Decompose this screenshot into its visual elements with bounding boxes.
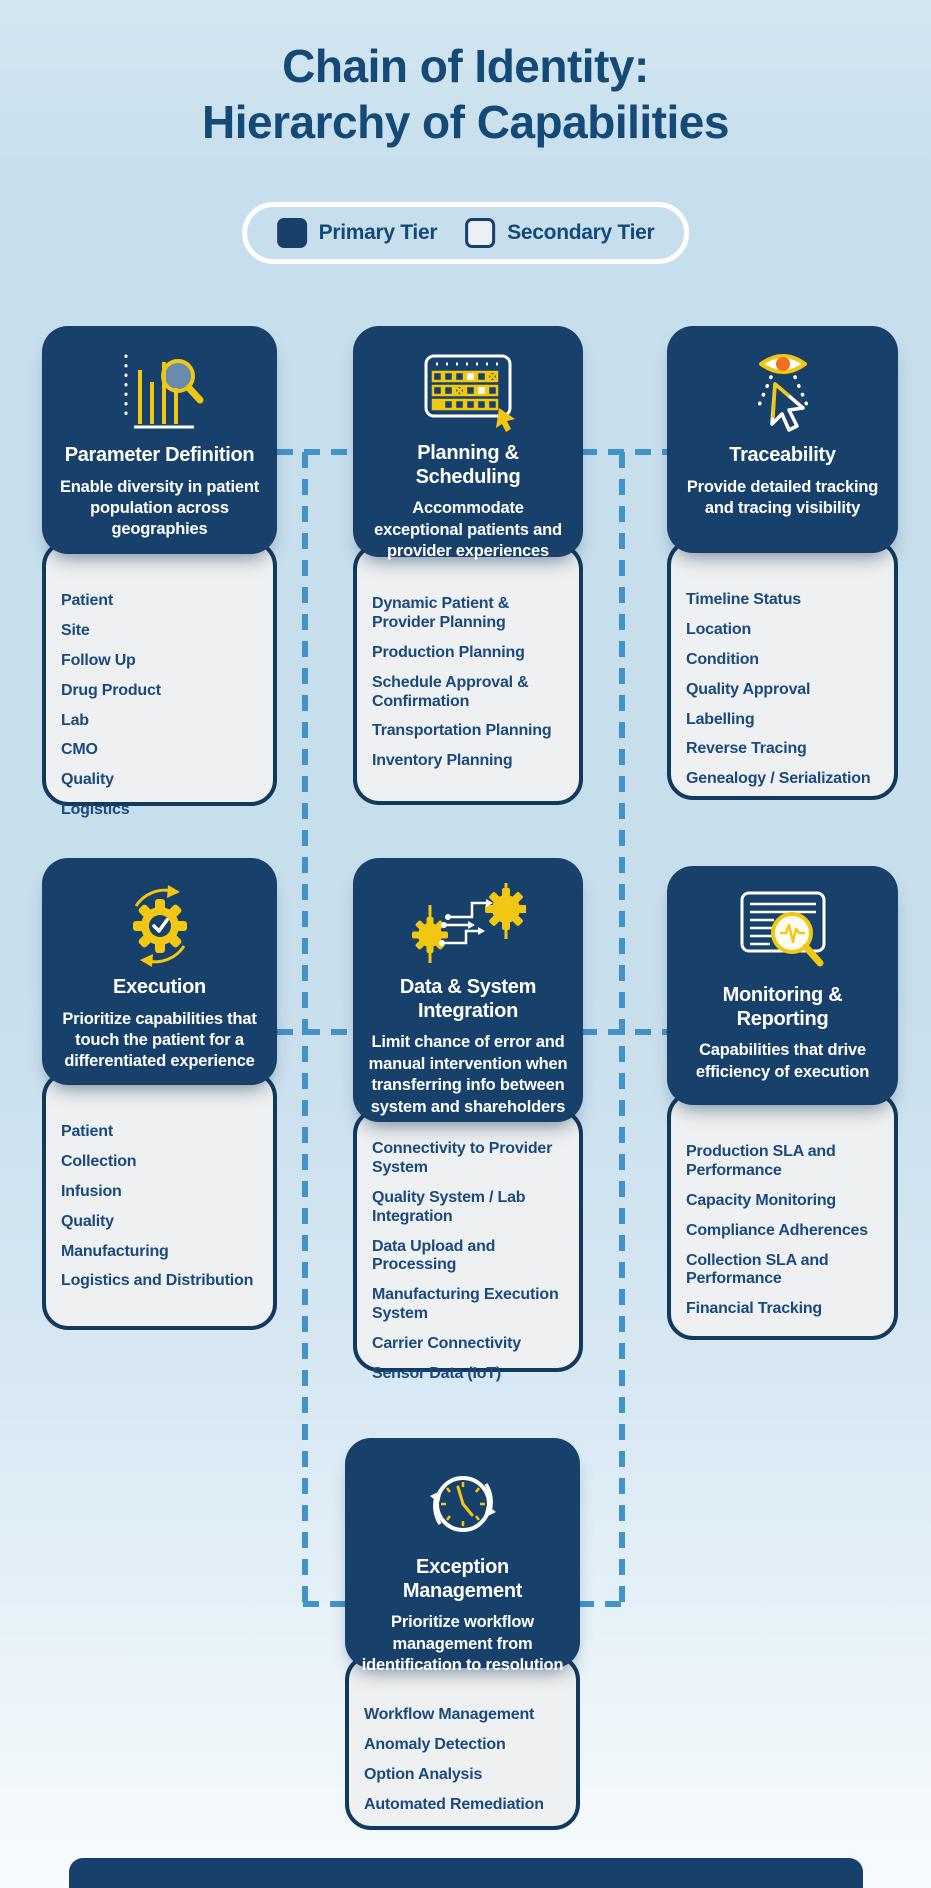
list-item: Patient bbox=[61, 592, 113, 609]
list-item: Production SLA and Performance bbox=[686, 1143, 836, 1179]
list-item: Transportation Planning bbox=[372, 722, 552, 740]
calendar-cursor-icon bbox=[416, 348, 520, 434]
list-item: Site bbox=[61, 621, 90, 639]
list-item: Follow Up bbox=[61, 651, 136, 669]
list-item: Reverse Tracing bbox=[686, 740, 807, 758]
card-subtitle: Enable diversity in patient population across geographies bbox=[59, 477, 260, 539]
primary-tier-label: Primary Tier bbox=[318, 221, 438, 244]
clock-cycle-icon bbox=[408, 1460, 518, 1548]
card-traceability-panel bbox=[667, 539, 898, 800]
connector-row1-left bbox=[277, 449, 355, 455]
card-execution bbox=[42, 858, 277, 1330]
list-item: Lab bbox=[61, 711, 89, 729]
list-item: CMO bbox=[61, 741, 98, 759]
connector-row2-left bbox=[277, 1029, 355, 1035]
secondary-tier-swatch-icon bbox=[465, 218, 495, 248]
card-exception-management-header bbox=[345, 1438, 580, 1675]
list-item: Sensor Data (IoT) bbox=[372, 1364, 502, 1382]
list-item: Quality System / Lab Integration bbox=[372, 1188, 526, 1225]
list-item: Quality bbox=[61, 771, 114, 789]
card-execution-panel bbox=[42, 1071, 277, 1330]
list-item: Compliance Adherences bbox=[686, 1221, 868, 1239]
page-title bbox=[0, 38, 931, 150]
list-item: Workflow Management bbox=[364, 1706, 535, 1723]
card-parameter-definition-panel bbox=[42, 540, 277, 819]
card-title: Monitoring & Reporting bbox=[722, 984, 843, 1030]
list-item: Drug Product bbox=[61, 681, 161, 699]
card-exception-management-panel bbox=[345, 1654, 580, 1830]
list-item: Connectivity to Provider System bbox=[372, 1140, 553, 1176]
card-title: Parameter Definition bbox=[64, 444, 255, 466]
card-title: Execution bbox=[113, 976, 206, 998]
list-item: Genealogy / Serialization bbox=[686, 770, 871, 788]
list-item: Patient bbox=[61, 1123, 113, 1140]
card-title: Planning & Scheduling bbox=[415, 442, 521, 488]
list-item: Location bbox=[686, 620, 752, 638]
eye-cursor-icon bbox=[731, 348, 835, 436]
card-planning-scheduling bbox=[353, 326, 583, 805]
card-subtitle: Prioritize capabilities that touch the patient for a differentiated experience bbox=[62, 1009, 257, 1071]
list-item: Financial Tracking bbox=[686, 1300, 823, 1318]
connector-row3-right bbox=[578, 1601, 624, 1607]
list-item: Infusion bbox=[61, 1182, 122, 1200]
secondary-tier-label: Secondary Tier bbox=[507, 221, 655, 244]
card-exception-management bbox=[345, 1438, 580, 1830]
card-subtitle: Provide detailed tracking and tracing visibility bbox=[686, 477, 879, 518]
list-item: Timeline Status bbox=[686, 591, 801, 608]
list-item: Quality Approval bbox=[686, 680, 811, 698]
capability-list bbox=[349, 1658, 576, 1815]
connector-row1-right bbox=[581, 449, 669, 455]
card-monitoring-reporting-header bbox=[667, 866, 898, 1105]
capability-list bbox=[671, 1095, 894, 1319]
card-title: Exception Management bbox=[402, 1556, 523, 1602]
card-data-system-integration-panel bbox=[353, 1108, 583, 1382]
card-data-system-integration-header bbox=[353, 858, 583, 1122]
card-traceability bbox=[667, 326, 898, 800]
connector-row3-left bbox=[303, 1601, 347, 1607]
capability-list bbox=[357, 1112, 579, 1384]
card-title: Data & System Integration bbox=[399, 976, 537, 1022]
list-item: Manufacturing Execution System bbox=[372, 1286, 559, 1323]
list-item: Collection SLA and Performance bbox=[686, 1251, 829, 1288]
list-item: Condition bbox=[686, 650, 759, 668]
list-item: Data Upload and Processing bbox=[372, 1237, 496, 1274]
list-item: Manufacturing bbox=[61, 1242, 169, 1260]
list-item: Logistics bbox=[61, 801, 130, 819]
list-item: Schedule Approval & Confirmation bbox=[372, 673, 529, 710]
list-item: Logistics and Distribution bbox=[61, 1272, 254, 1290]
card-monitoring-reporting-panel bbox=[667, 1091, 898, 1340]
list-item: Automated Remediation bbox=[364, 1795, 544, 1813]
card-execution-header bbox=[42, 858, 277, 1085]
list-item: Inventory Planning bbox=[372, 752, 513, 770]
primary-tier-swatch-icon bbox=[277, 218, 307, 248]
list-item: Carrier Connectivity bbox=[372, 1335, 521, 1352]
bar-chart-magnifier-icon bbox=[110, 348, 210, 436]
list-item: Collection bbox=[61, 1152, 137, 1170]
list-item: Option Analysis bbox=[364, 1765, 483, 1783]
card-planning-scheduling-panel bbox=[353, 543, 583, 805]
footer-bar bbox=[69, 1858, 863, 1888]
gears-circuit-icon bbox=[410, 880, 526, 968]
page-title-line1: Chain of Identity: bbox=[282, 40, 649, 92]
card-data-system-integration bbox=[353, 858, 583, 1382]
list-item: Anomaly Detection bbox=[364, 1735, 506, 1753]
card-parameter-definition-header bbox=[42, 326, 277, 554]
card-subtitle: Accommodate exceptional patients and provider experiences bbox=[374, 499, 562, 561]
card-subtitle: Capabilities that drive efficiency of execution bbox=[695, 1041, 870, 1081]
card-traceability-header bbox=[667, 326, 898, 553]
card-subtitle: Limit chance of error and manual intervention when transferring info between system and shareholders bbox=[368, 1033, 568, 1116]
card-title: Traceability bbox=[729, 444, 836, 466]
list-item: Production Planning bbox=[372, 643, 525, 661]
list-item: Quality bbox=[61, 1212, 114, 1230]
legend-item-secondary bbox=[465, 218, 654, 248]
capability-list bbox=[46, 544, 273, 820]
card-subtitle: Prioritize workflow management from identification to resolution bbox=[361, 1613, 564, 1675]
capability-list bbox=[357, 547, 579, 771]
list-item: Labelling bbox=[686, 710, 755, 728]
list-item: Capacity Monitoring bbox=[686, 1191, 836, 1209]
legend-item-primary bbox=[277, 218, 438, 248]
capability-list bbox=[46, 1075, 273, 1291]
tier-legend bbox=[242, 202, 690, 264]
card-monitoring-reporting bbox=[667, 866, 898, 1340]
card-parameter-definition bbox=[42, 326, 277, 819]
capability-list bbox=[671, 543, 894, 789]
page-title-line2: Hierarchy of Capabilities bbox=[202, 96, 729, 149]
list-item: Dynamic Patient & Provider Planning bbox=[372, 595, 510, 631]
report-magnifier-icon bbox=[730, 888, 836, 976]
connector-row2-right bbox=[581, 1029, 669, 1035]
card-planning-scheduling-header bbox=[353, 326, 583, 561]
gear-check-cycle-icon bbox=[112, 880, 208, 968]
